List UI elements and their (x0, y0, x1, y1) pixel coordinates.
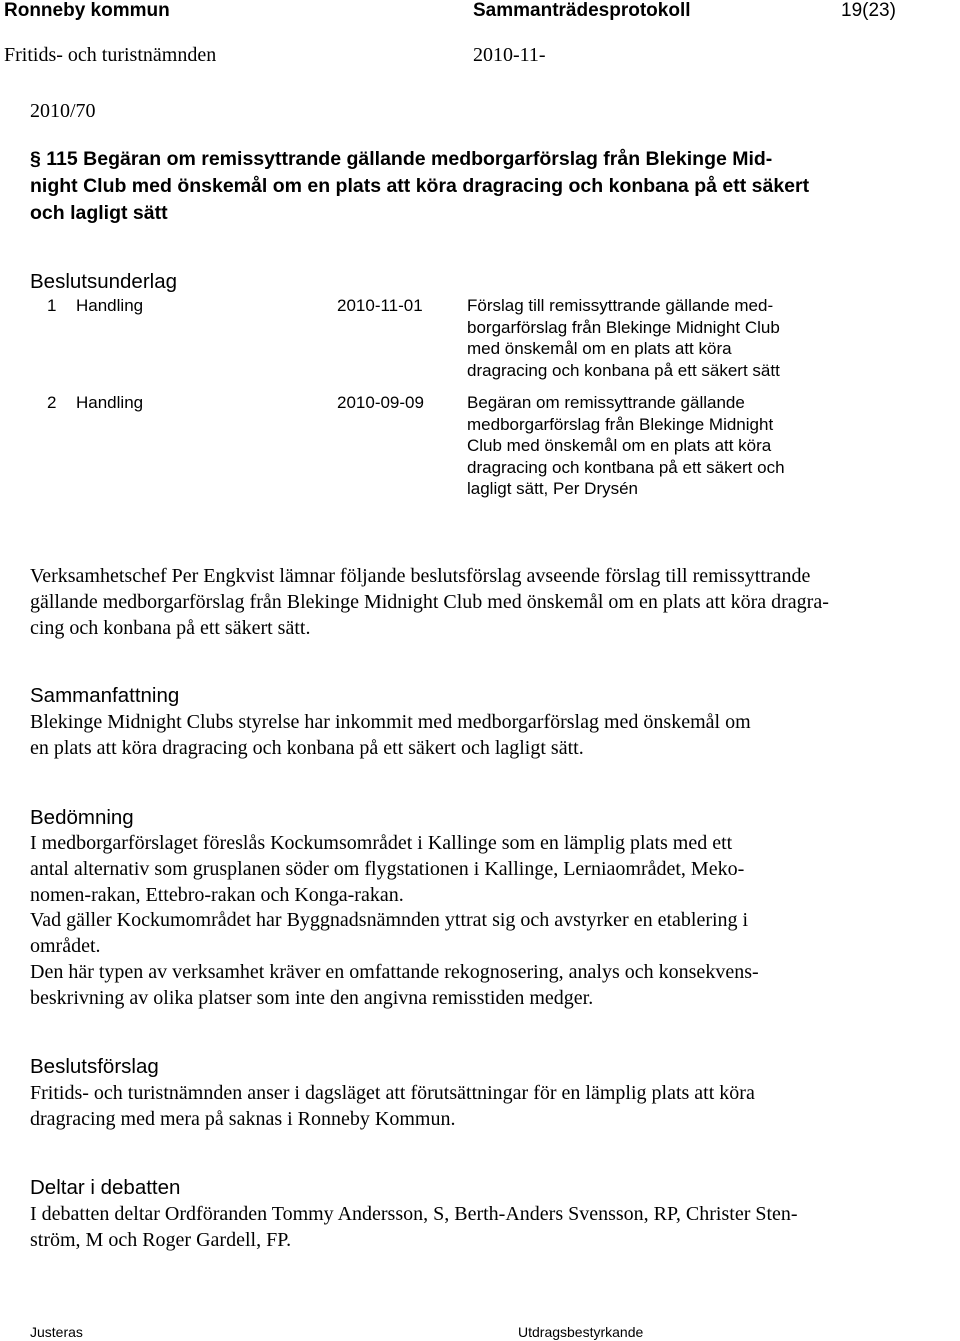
description-line: med önskemål om en plats att köra (467, 339, 732, 358)
bedomning-paragraph (30, 831, 940, 1012)
section-heading-beslutsunderlag: Beslutsunderlag (30, 270, 178, 293)
item-date: 2010-11-01 (337, 296, 423, 315)
debatt-paragraph (30, 1202, 940, 1254)
description-line: medborgarförslag från Blekinge Midnight (467, 414, 774, 434)
footer-justeras: Justeras (30, 1324, 83, 1340)
paragraph-line: en plats att köra dragracing och konbana på ett säkert och lagligt sätt. (30, 736, 584, 759)
description-line: dragracing och kontbana på ett säkert och (467, 457, 785, 477)
paragraph-line: Verksamhetschef Per Engkvist lämnar följande beslutsförslag avseende förslag till remissyttrande (30, 565, 811, 587)
paragraph-line: Vad gäller Kockumområdet har Byggnadsnämnden yttrat sig och avstyrker en etablering i (30, 909, 749, 932)
item-type: Handling (76, 296, 144, 315)
description-line: Begäran om remissyttrande gällande (467, 393, 745, 412)
paragraph-line: Blekinge Midnight Clubs styrelse har inkommit med medborgarförslag med önskemål om (30, 711, 751, 733)
description-line: lagligt sätt, Per Drysén (467, 479, 639, 498)
description-line: borgarförslag från Blekinge Midnight Club (467, 317, 780, 337)
description-line: dragracing och konbana på ett säkert sätt (467, 360, 780, 380)
beslutsforslag-paragraph (30, 1081, 940, 1133)
municipality-name: Ronneby kommun (4, 0, 170, 21)
sammanfattning-paragraph (30, 710, 940, 762)
paragraph-line: antal alternativ som grusplanen söder om flygstationen i Kallinge, Lerniaområdet, Meko- (30, 857, 745, 880)
paragraph-line: Den här typen av verksamhet kräver en omfattande rekognosering, analys och konsekvens- (30, 960, 759, 983)
footer-utdragsbestyrkande: Utdragsbestyrkande (518, 1324, 644, 1340)
title-line: och lagligt sätt (30, 202, 168, 224)
document-type: Sammanträdesprotokoll (473, 0, 691, 21)
section-heading-sammanfattning: Sammanfattning (30, 684, 180, 707)
paragraph-line: Fritids- och turistnämnden anser i dagsläget att förutsättningar för en lämplig plats att köra (30, 1082, 755, 1104)
paragraph-line: cing och konbana på ett säkert sätt. (30, 616, 311, 639)
title-line: § 115 Begäran om remissyttrande gällande medborgarförslag från Blekinge Mid- (30, 148, 773, 170)
item-number: 2 (47, 393, 57, 412)
meeting-date: 2010-11- (473, 44, 546, 66)
title-line: night Club med önskemål om en plats att köra dragracing och konbana på ett säkert (30, 175, 810, 197)
case-number: 2010/70 (30, 100, 96, 122)
description-line: Club med önskemål om en plats att köra (467, 436, 772, 455)
paragraph-line: I medborgarförslaget föreslås Kockumsområdet i Kallinge som en lämplig plats med ett (30, 832, 733, 854)
page-number: 19(23) (841, 0, 896, 21)
paragraph-line: området. (30, 935, 101, 958)
item-date: 2010-09-09 (337, 393, 424, 412)
section-heading-debatt: Deltar i debatten (30, 1176, 181, 1199)
page-title (30, 146, 930, 227)
section-heading-bedomning: Bedömning (30, 806, 134, 829)
item-description (467, 295, 780, 381)
paragraph-line: nomen-rakan, Ettebro-rakan och Konga-rakan. (30, 883, 404, 906)
paragraph-line: beskrivning av olika platser som inte den angivna remisstiden medger. (30, 986, 594, 1009)
paragraph-line: gällande medborgarförslag från Blekinge Midnight Club med önskemål om en plats att köra dragra- (30, 590, 829, 613)
item-number: 1 (47, 296, 57, 315)
intro-paragraph (30, 564, 940, 641)
committee-name: Fritids- och turistnämnden (4, 44, 217, 66)
section-heading-beslutsforslag: Beslutsförslag (30, 1055, 159, 1078)
item-description (467, 392, 785, 500)
description-line: Förslag till remissyttrande gällande med- (467, 296, 774, 315)
item-type: Handling (76, 393, 144, 412)
paragraph-line: dragracing med mera på saknas i Ronneby Kommun. (30, 1107, 456, 1130)
paragraph-line: I debatten deltar Ordföranden Tommy Andersson, S, Berth-Anders Svensson, RP, Christer Sten- (30, 1203, 798, 1225)
paragraph-line: ström, M och Roger Gardell, FP. (30, 1228, 292, 1251)
